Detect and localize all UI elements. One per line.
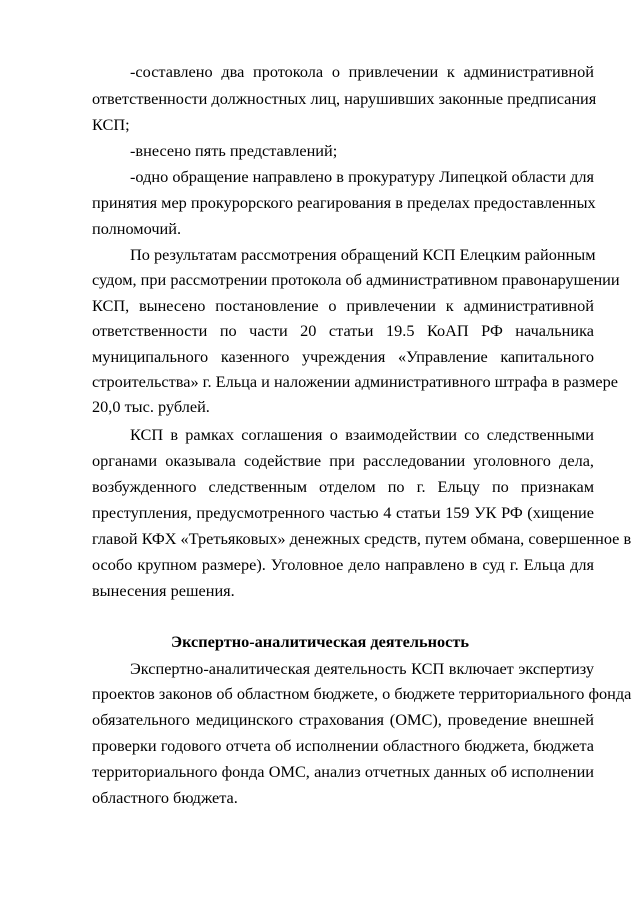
section-heading: Экспертно-аналитическая деятельность	[171, 632, 469, 651]
paragraph-line: КСП в рамках соглашения о взаимодействии со следственными	[130, 425, 594, 444]
paragraph-line: органами оказывала содействие при расследовании уголовного дела,	[92, 451, 594, 470]
paragraph-line: -составлено два протокола о привлечении к административной	[130, 62, 594, 81]
paragraph-line: территориального фонда ОМС, анализ отчетных данных об исполнении	[92, 762, 594, 781]
paragraph-line: обязательного медицинского страхования (ОМС), проведение внешней	[92, 710, 594, 729]
paragraph-line: По результатам рассмотрения обращений КСП Елецким районным	[130, 245, 596, 264]
paragraph-line: строительства» г. Ельца и наложении административного штрафа в размере	[92, 372, 618, 391]
paragraph-line: главой КФХ «Третьяковых» денежных средств, путем обмана, совершенное в	[92, 529, 632, 548]
paragraph-line: судом, при рассмотрении протокола об административном правонарушении	[92, 270, 620, 289]
paragraph-line: вынесения решения.	[92, 581, 235, 600]
paragraph-line: принятия мер прокурорского реагирования в пределах предоставленных	[92, 193, 596, 212]
paragraph-line: -одно обращение направлено в прокуратуру Липецкой области для	[130, 167, 594, 186]
paragraph-line: проектов законов об областном бюджете, о бюджете территориального фонда	[92, 684, 632, 703]
paragraph-line: ответственности должностных лиц, нарушивших законные предписания	[92, 89, 597, 108]
paragraph-line: ответственности по части 20 статьи 19.5 КоАП РФ начальника	[92, 321, 594, 340]
paragraph-line: областного бюджета.	[92, 788, 238, 807]
paragraph-line: КСП;	[92, 115, 130, 134]
paragraph-line: преступления, предусмотренного частью 4 статьи 159 УК РФ (хищение	[92, 503, 594, 522]
paragraph-line: -внесено пять представлений;	[130, 141, 338, 160]
paragraph-line: муниципального казенного учреждения «Управление капитального	[92, 347, 594, 366]
paragraph-line: проверки годового отчета об исполнении областного бюджета, бюджета	[92, 736, 594, 755]
paragraph-line: Экспертно-аналитическая деятельность КСП включает экспертизу	[130, 659, 594, 678]
paragraph-line: полномочий.	[92, 219, 182, 238]
paragraph-line: возбужденного следственным отделом по г. Ельцу по признакам	[92, 477, 594, 496]
paragraph-line: КСП, вынесено постановление о привлечении к административной	[92, 296, 594, 315]
paragraph-line: особо крупном размере). Уголовное дело направлено в суд г. Ельца для	[92, 555, 594, 574]
paragraph-line: 20,0 тыс. рублей.	[92, 397, 210, 416]
